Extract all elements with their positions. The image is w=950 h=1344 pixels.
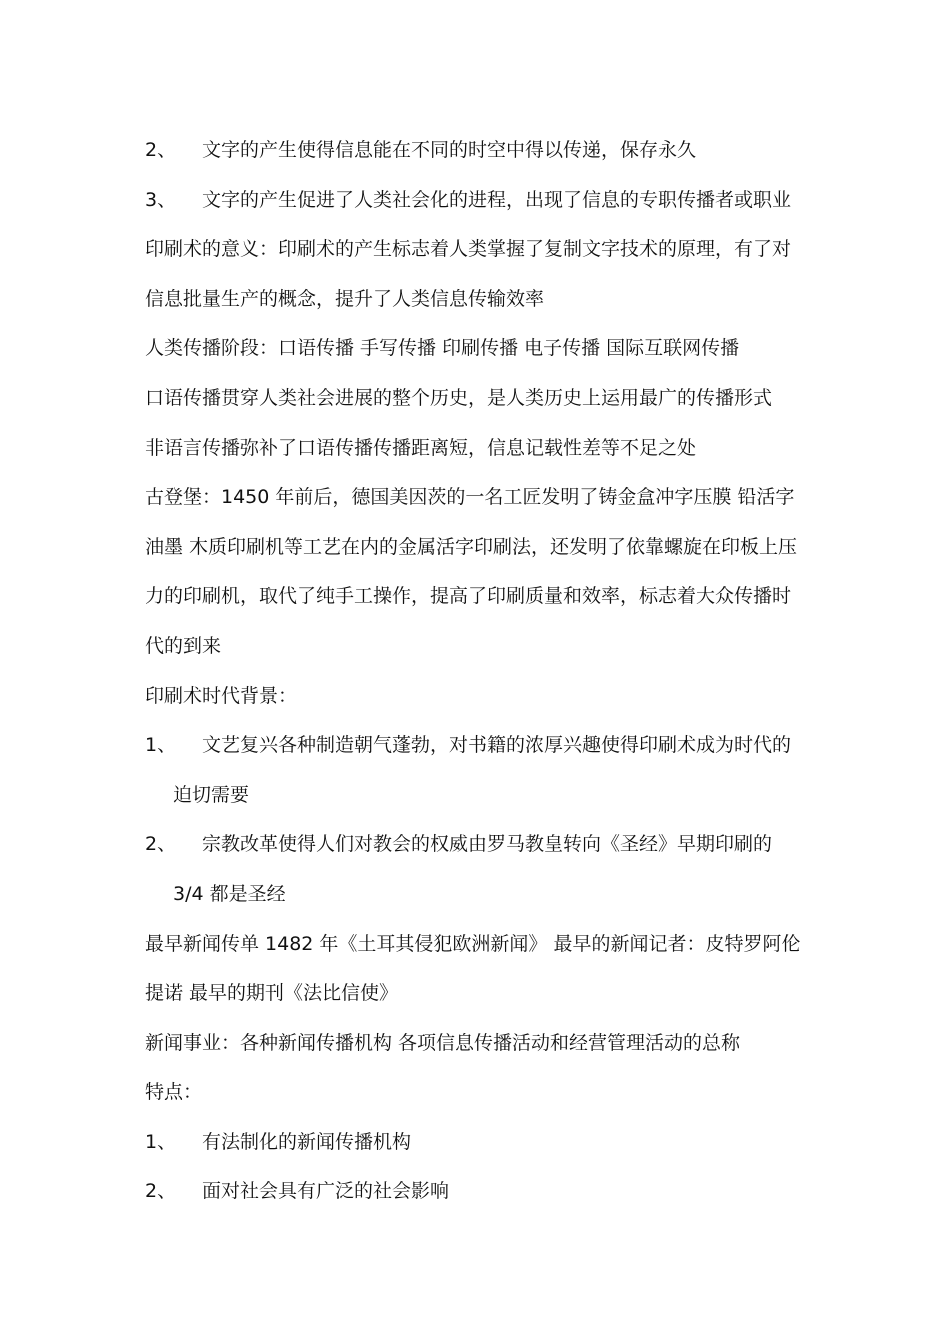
section-heading: 特点： xyxy=(145,1081,203,1104)
list-number: 1、 xyxy=(145,1130,177,1153)
paragraph-line: 最早新闻传单 1482 年《土耳其侵犯欧洲新闻》 最早的新闻记者：皮特罗阿伦 xyxy=(145,932,801,955)
list-text: 面对社会具有广泛的社会影响 xyxy=(202,1180,450,1203)
list-text: 有法制化的新闻传播机构 xyxy=(202,1130,412,1153)
paragraph-line: 力的印刷机，取代了纯手工操作，提高了印刷质量和效率，标志着大众传播时 xyxy=(145,585,792,608)
paragraph-line: 提诺 最早的期刊《法比信使》 xyxy=(145,982,399,1005)
list-text: 文字的产生促进了人类社会化的进程，出现了信息的专职传播者或职业 xyxy=(202,188,792,211)
list-item-continuation: 3/4 都是圣经 xyxy=(173,882,286,905)
paragraph-line: 代的到来 xyxy=(145,634,222,657)
paragraph-line: 信息批量生产的概念，提升了人类信息传输效率 xyxy=(145,287,545,310)
list-item xyxy=(145,820,825,870)
list-item xyxy=(145,1167,825,1217)
list-number: 2、 xyxy=(145,833,177,856)
paragraph-line: 古登堡：1450 年前后，德国美因茨的一名工匠发明了铸金盒冲字压膜 铅活字 xyxy=(145,486,795,509)
paragraph-line: 油墨 木质印刷机等工艺在内的金属活字印刷法，还发明了依靠螺旋在印板上压 xyxy=(145,535,798,558)
list-number: 3、 xyxy=(145,188,177,211)
list-number: 2、 xyxy=(145,139,177,161)
list-item xyxy=(145,1118,825,1168)
paragraph-line: 印刷术的意义：印刷术的产生标志着人类掌握了复制文字技术的原理，有了对 xyxy=(145,238,792,261)
document-body xyxy=(145,126,825,1217)
list-text: 宗教改革使得人们对教会的权威由罗马教皇转向《圣经》早期印刷的 xyxy=(202,833,773,856)
list-text: 文艺复兴各种制造朝气蓬勃，对书籍的浓厚兴趣使得印刷术成为时代的 xyxy=(202,734,792,757)
list-text: 文字的产生使得信息能在不同的时空中得以传递，保存永久 xyxy=(202,139,697,161)
list-number: 1、 xyxy=(145,734,177,757)
list-item xyxy=(145,176,825,226)
list-item-continuation: 迫切需要 xyxy=(173,783,250,806)
paragraph-line: 非语言传播弥补了口语传播传播距离短，信息记载性差等不足之处 xyxy=(145,436,697,459)
list-number: 2、 xyxy=(145,1180,177,1203)
paragraph-line: 人类传播阶段：口语传播 手写传播 印刷传播 电子传播 国际互联网传播 xyxy=(145,337,740,360)
section-heading: 印刷术时代背景： xyxy=(145,684,298,707)
paragraph-line: 新闻事业：各种新闻传播机构 各项信息传播活动和经营管理活动的总称 xyxy=(145,1031,741,1054)
list-item xyxy=(145,721,825,771)
list-item xyxy=(145,126,825,176)
paragraph-line: 口语传播贯穿人类社会进展的整个历史，是人类历史上运用最广的传播形式 xyxy=(145,386,773,409)
